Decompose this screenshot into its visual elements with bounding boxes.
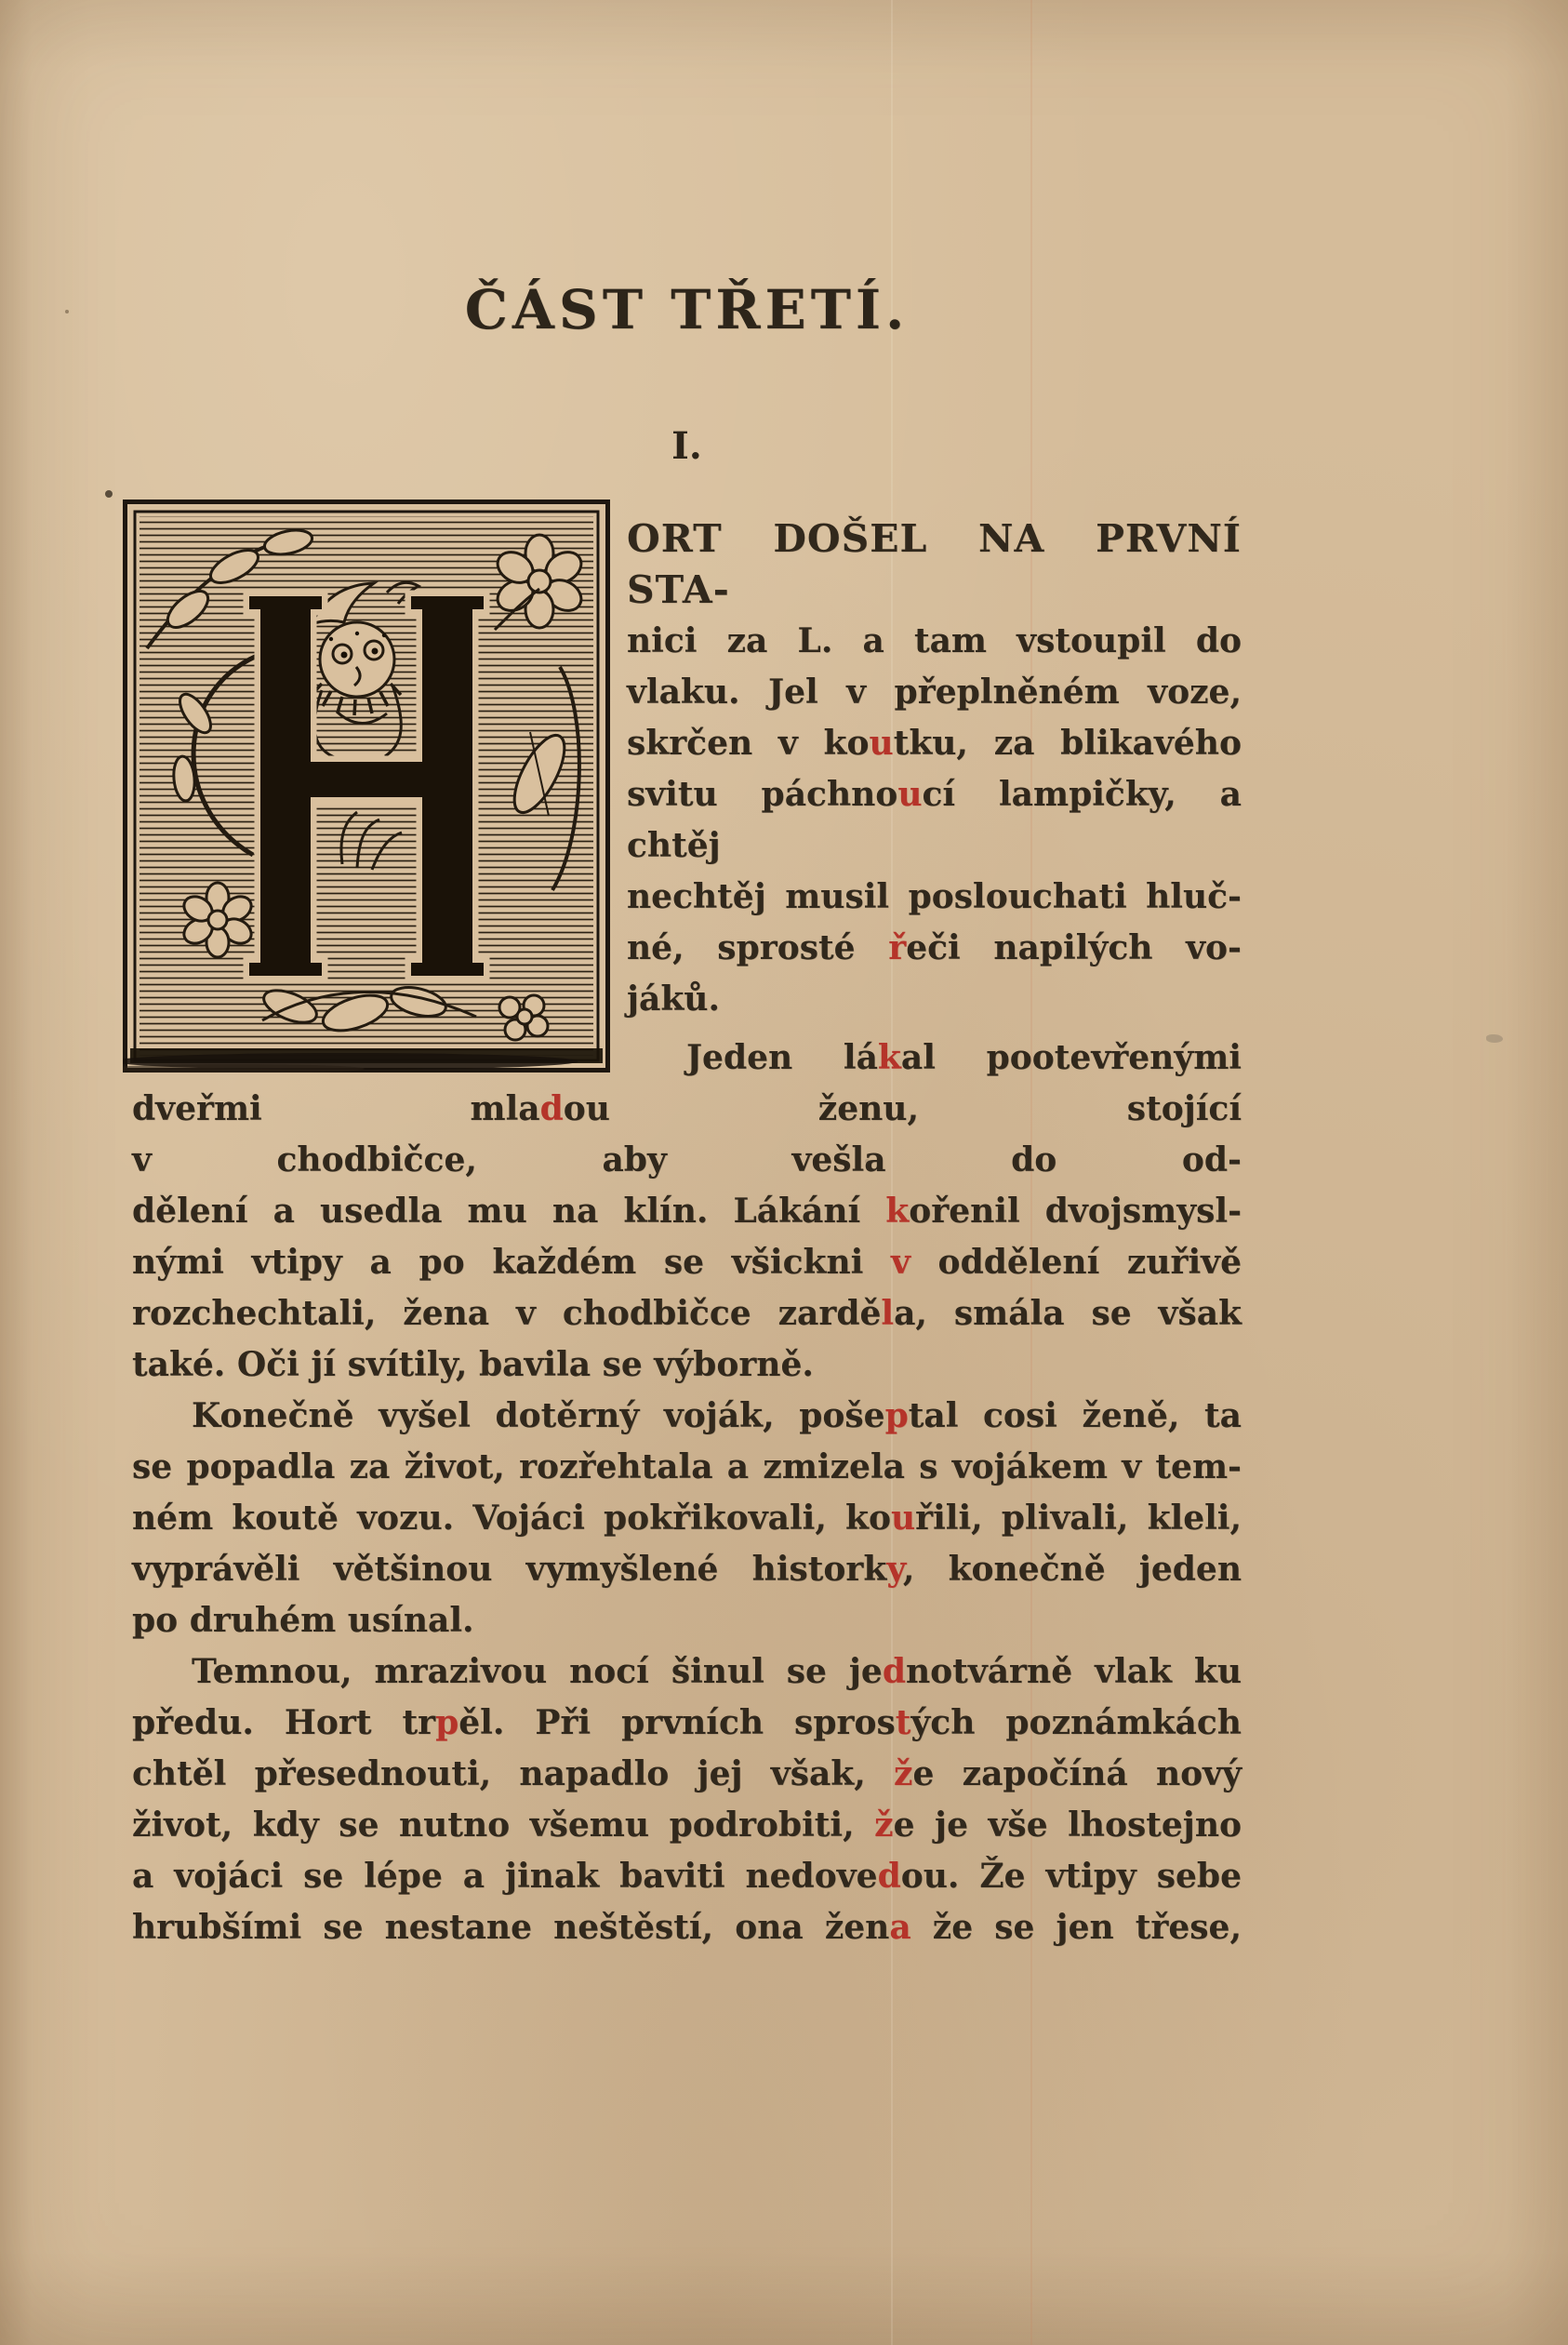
text-segment: nými vtipy a po každém se všickni (132, 1243, 891, 1282)
red-inked-letter: u (897, 775, 923, 814)
text-line (132, 1391, 1242, 1442)
text-segment: e je vše lhostejno (893, 1805, 1242, 1845)
text-segment: a vojáci se lépe a jinak baviti nedove (132, 1857, 878, 1896)
text-line (132, 1902, 1242, 1953)
text-segment: oddělení zuřivě (910, 1243, 1242, 1282)
red-inked-letter: k (877, 1038, 901, 1077)
text-segment: že se jen třese, (910, 1908, 1242, 1947)
text-segment: ou ženu, stojící (563, 1089, 1242, 1128)
red-inked-letter: p (435, 1703, 459, 1742)
text-segment: nici za L. a tam vstoupil do (627, 621, 1242, 660)
text-segment: skrčen v ko (627, 724, 870, 763)
red-inked-letter: u (869, 724, 894, 763)
text-segment: ých poznámkách (910, 1703, 1242, 1742)
red-inked-letter: p (884, 1396, 909, 1435)
text-segment: tku, za blikavého (893, 724, 1242, 763)
text-line (132, 1084, 1242, 1135)
text-segment: notvárně vlak ku (906, 1652, 1242, 1691)
text-segment: řili, plivali, kleli, (915, 1499, 1242, 1538)
text-line (132, 1288, 1242, 1339)
text-segment: jáků. (627, 979, 721, 1019)
text-line (132, 1749, 1242, 1800)
text-line (132, 1646, 1242, 1698)
text-segment: po druhém usínal. (132, 1601, 474, 1640)
text-segment: e započíná nový (912, 1754, 1242, 1793)
text-line (132, 1698, 1242, 1749)
text-segment: hrubšími se nestane neštěstí, ona žen (132, 1908, 890, 1947)
body-text (132, 513, 1242, 1953)
scan-speck (65, 310, 69, 313)
text-line (132, 1851, 1242, 1902)
scan-speck (105, 490, 113, 498)
section-number: I. (671, 424, 702, 468)
text-segment: , konečně jeden (902, 1550, 1242, 1589)
text-segment: chtěl přesednouti, napadlo jej však, (132, 1754, 895, 1793)
text-segment: al pootevřenými (900, 1038, 1242, 1077)
scan-speck (1486, 1034, 1503, 1043)
text-segment: nechtěj musil poslouchati hluč- (627, 877, 1242, 916)
text-segment: tal cosi ženě, ta (908, 1396, 1242, 1435)
text-segment: Konečně vyšel dotěrný voják, poše (192, 1396, 885, 1435)
page-content (132, 279, 1242, 1953)
text-line (132, 1442, 1242, 1493)
text-segment: život, kdy se nutno všemu podrobiti, (132, 1805, 875, 1845)
text-segment: rozchechtali, žena v chodbičce zardě (132, 1294, 882, 1333)
text-segment: Jeden lá (686, 1038, 878, 1077)
red-inked-letter: ž (894, 1754, 913, 1793)
text-line (132, 1339, 1242, 1391)
text-segment: ORT DOŠEL NA PRVNÍ STA- (627, 516, 1242, 612)
text-segment: ěl. Při prvních spros (458, 1703, 896, 1742)
text-segment: předu. Hort tr (132, 1703, 436, 1742)
red-inked-letter: a (889, 1908, 911, 1947)
red-inked-letter: d (877, 1857, 901, 1896)
text-segment: a, smála se však (894, 1294, 1242, 1333)
text-line (132, 1237, 1242, 1288)
text-segment: se popadla za život, rozřehtala a zmizela s vojákem v tem- (132, 1447, 1242, 1486)
text-segment: dveřmi mla (132, 1089, 540, 1128)
text-line (132, 1544, 1242, 1595)
red-inked-letter: v (890, 1243, 910, 1282)
text-segment: Temnou, mrazivou nocí šinul se je (192, 1652, 883, 1691)
text-segment: cí lampičky, a chtěj (627, 775, 1242, 865)
red-inked-letter: y (886, 1550, 903, 1589)
red-inked-letter: ř (888, 928, 907, 967)
text-segment: ou. Že vtipy sebe (900, 1857, 1242, 1896)
red-inked-letter: u (890, 1499, 916, 1538)
text-segment: né, sprosté (627, 928, 889, 967)
text-segment: eči napilých vo- (906, 928, 1242, 967)
text-segment: ořenil dvojsmysl- (909, 1192, 1242, 1231)
text-segment: dělení a usedla mu na klín. Lákání (132, 1192, 886, 1231)
text-segment: ném koutě vozu. Vojáci pokřikovali, ko (132, 1499, 891, 1538)
text-line (132, 1186, 1242, 1237)
text-line (132, 1800, 1242, 1851)
red-inked-letter: t (895, 1703, 911, 1742)
text-segment: vyprávěli většinou vymyšlené histork (132, 1550, 887, 1589)
chapter-title: ČÁST TŘETÍ. (464, 278, 910, 341)
text-segment: svitu páchno (627, 775, 898, 814)
red-inked-letter: d (882, 1652, 906, 1691)
text-segment: v chodbičce, aby vešla do od- (132, 1140, 1242, 1179)
red-inked-letter: ž (874, 1805, 894, 1845)
red-inked-letter: k (885, 1192, 910, 1231)
text-line (132, 1595, 1242, 1646)
text-segment: také. Oči jí svítily, bavila se výborně. (132, 1345, 814, 1384)
red-inked-letter: l (881, 1294, 895, 1333)
text-line (132, 1493, 1242, 1544)
dropcap-woodcut-H-illustration (123, 500, 610, 1073)
red-inked-letter: d (539, 1089, 564, 1128)
text-line (132, 1135, 1242, 1186)
text-segment: vlaku. Jel v přeplněném voze, (627, 673, 1242, 712)
